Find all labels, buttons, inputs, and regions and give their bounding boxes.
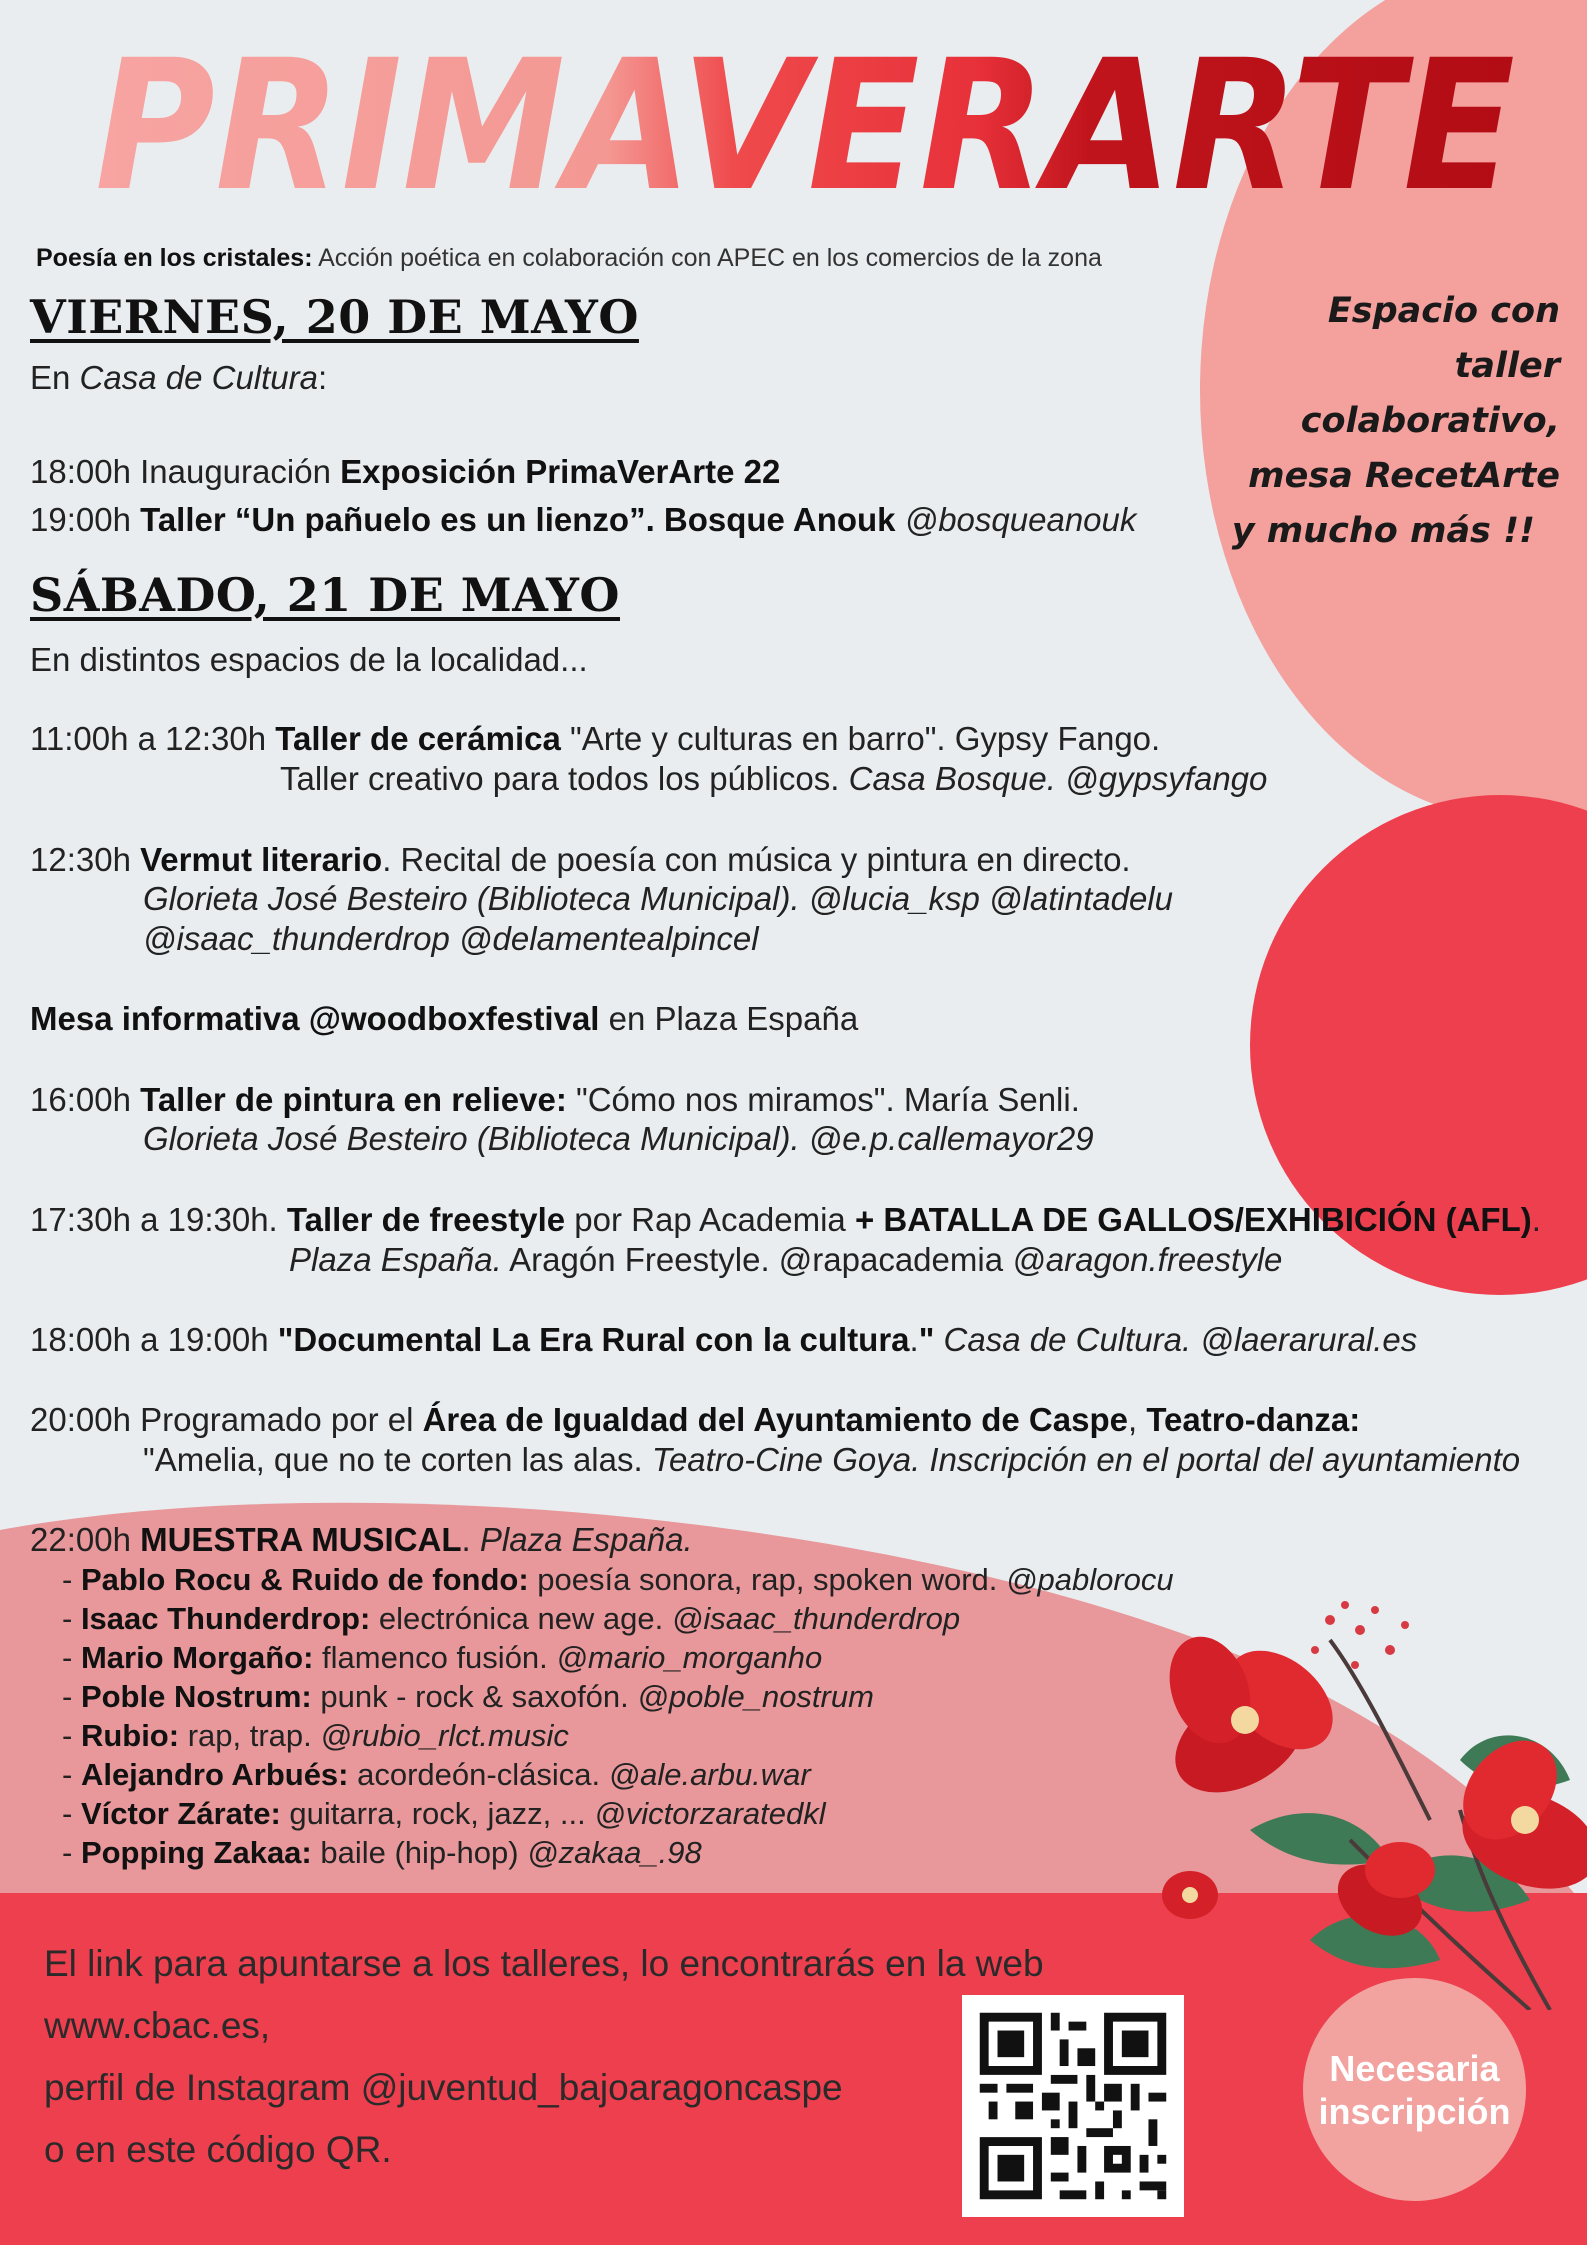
- performer-list: [62, 1560, 1174, 1872]
- instagram-profile[interactable]: perfil de Instagram @juventud_bajoaragoncaspe: [44, 2067, 843, 2108]
- friday-event-taller: 19:00h Taller “Un pañuelo es un lienzo”. Bosque Anouk @bosqueanouk: [30, 501, 1137, 538]
- qr-code[interactable]: [962, 1995, 1184, 2217]
- event-pintura-place: Glorieta José Besteiro (Biblioteca Municipal). @e.p.callemayor29: [143, 1120, 1094, 1157]
- friday-heading: VIERNES, 20 DE MAYO: [30, 290, 639, 344]
- flower-illustration: [1130, 1580, 1587, 2010]
- event-vermut-place: Glorieta José Besteiro (Biblioteca Municipal). @lucia_ksp @latintadelu: [143, 880, 1173, 917]
- list-item: - Poble Nostrum: punk - rock & saxofón. @poble_nostrum: [62, 1679, 874, 1714]
- list-item: - Alejandro Arbués: acordeón-clásica. @ale.arbu.war: [62, 1757, 811, 1792]
- event-mesa-informativa: Mesa informativa @woodboxfestival en Plaza España: [30, 1000, 859, 1037]
- friday-place: En Casa de Cultura:: [30, 359, 328, 396]
- intro-line: Poesía en los cristales: Acción poética en colaboración con APEC en los comercios de la zona: [36, 244, 1102, 272]
- friday-event-inauguracion: 18:00h Inauguración Exposición PrimaVerArte 22: [30, 453, 781, 490]
- list-item: - Rubio: rap, trap. @rubio_rlct.music: [62, 1718, 569, 1753]
- saturday-place: En distintos espacios de la localidad...: [30, 641, 588, 678]
- event-ceramica: 11:00h a 12:30h Taller de cerámica "Arte y culturas en barro". Gypsy Fango.: [30, 720, 1161, 757]
- event-vermut-handles: @isaac_thunderdrop @delamentealpincel: [143, 920, 759, 957]
- list-item: - Isaac Thunderdrop: electrónica new age. @isaac_thunderdrop: [62, 1601, 961, 1636]
- event-ceramica-detail: Taller creativo para todos los públicos. Casa Bosque. @gypsyfango: [280, 760, 1268, 797]
- event-teatro-detail: "Amelia, que no te corten las alas. Teatro-Cine Goya. Inscripción en el portal del ayuntamiento: [143, 1441, 1521, 1478]
- title-text: PRIMAVERARTE: [95, 22, 1515, 210]
- event-teatro: 20:00h Programado por el Área de Igualdad del Ayuntamiento de Caspe, Teatro-danza:: [30, 1401, 1361, 1438]
- flower-large: [1155, 1625, 1351, 1814]
- event-vermut: 12:30h Vermut literario. Recital de poesía con música y pintura en directo.: [30, 841, 1131, 878]
- list-item: - Pablo Rocu & Ruido de fondo: poesía sonora, rap, spoken word. @pablorocu: [62, 1562, 1174, 1597]
- footer-text: El link para apuntarse a los talleres, lo encontrarás en la web www.cbac.es, perfil de Instagram @juventud_bajoaragoncaspe o en este código QR.: [44, 1943, 1044, 2170]
- event-muestra-musical: 22:00h MUESTRA MUSICAL. Plaza España.: [30, 1521, 693, 1558]
- registration-badge: Necesaria inscripción: [1303, 1978, 1526, 2201]
- event-pintura: 16:00h Taller de pintura en relieve: "Cómo nos miramos". María Senli.: [30, 1081, 1080, 1118]
- list-item: - Víctor Zárate: guitarra, rock, jazz, ... @victorzaratedkl: [62, 1796, 826, 1831]
- flower-small: [1162, 1871, 1218, 1919]
- event-freestyle-place: Plaza España. Aragón Freestyle. @rapacademia @aragon.freestyle: [289, 1241, 1283, 1278]
- title-logo: [95, 20, 1515, 210]
- website-link[interactable]: www.cbac.es,: [44, 2005, 271, 2046]
- side-note: Espacio con taller colaborativo, mesa RecetArte y mucho más !!: [1231, 291, 1560, 551]
- list-item: - Mario Morgaño: flamenco fusión. @mario_morganho: [62, 1640, 823, 1675]
- list-item: - Popping Zakaa: baile (hip-hop) @zakaa_.98: [62, 1835, 702, 1870]
- event-documental: 18:00h a 19:00h "Documental La Era Rural con la cultura." Casa de Cultura. @laerarural.es: [30, 1321, 1418, 1358]
- saturday-heading: SÁBADO, 21 DE MAYO: [30, 568, 620, 622]
- event-freestyle: 17:30h a 19:30h. Taller de freestyle por Rap Academia + BATALLA DE GALLOS/EXHIBICIÓN (AFL).: [30, 1201, 1541, 1238]
